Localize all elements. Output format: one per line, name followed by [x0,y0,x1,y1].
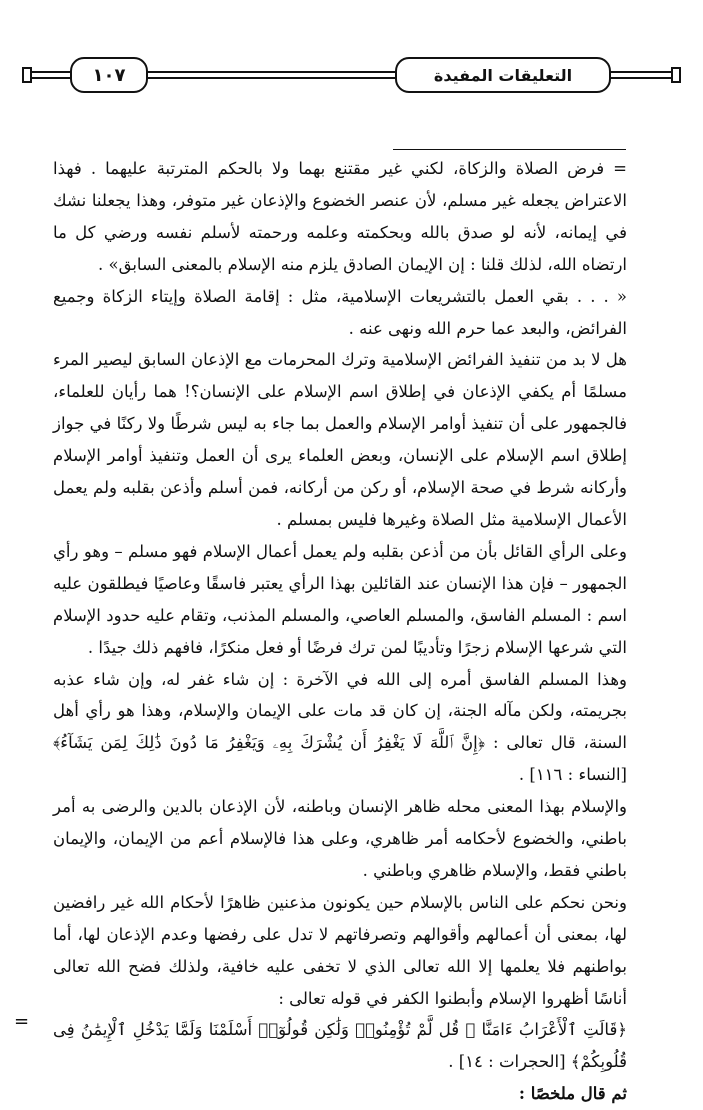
paragraph-7: ونحن نحكم على الناس بالإسلام حين يكونون مذعنين ظاهرًا لأحكام الله غير رافضين لها، بمعنى أن أعمالهم وأقوالهم وتصرفاتهم لا تدل على رفضها وعدم الإذعان لها، أما بواطنهم فلا يعلمها إلا الله تعالى الذي لا تخفى عليه خافية، ولذلك فضح الله تعالى أناسًا أظهروا الإسلام وأبطنوا الكفر في قوله تعالى : [53,892,627,1008]
closing-heading: ثم قال ملخصًا : [518,1084,627,1104]
margin-mark: = [14,1011,30,1032]
header-end-cap-right [671,67,681,83]
book-title: التعليقات المفيدة [433,65,573,85]
paragraph-6: والإسلام بهذا المعنى محله ظاهر الإنسان وباطنه، لأن الإذعان بالدين والرضى به أمر باطني، والخضوع لأحكامه أمر ظاهري، وعلى هذا فالإسلام أعم من الإيمان، والإيمان باطني فقط، والإسلام ظاهري وباطني . [53,797,627,880]
page-body [53,153,627,1104]
paragraph-1: = فرض الصلاة والزكاة، لكني غير مقتنع بهما ولا بالحكم المترتبة عليهما . فهذا الاعتراض يجعله غير مسلم، لأن عنصر الخضوع والإذعان غير متوفر، وهذا يجعلنا نشك في إيمانه، لأنه لو صدق بالله وبحكمته وعلمه ورحمته لأسلم نفسه ورضي كل ما ارتضاه الله، لذلك قلنا : إن الإيمان الصادق يلزم منه الإسلام بالمعنى السابق» . [53,159,627,274]
paragraph-2: « . . . بقي العمل بالتشريعات الإسلامية، مثل : إقامة الصلاة وإيتاء الزكاة وجميع الفرائض، والبعد عما حرم الله ونهى عنه . [53,286,627,338]
page-number: ١٠٧ [92,64,126,86]
header-end-cap-left [22,67,32,83]
footnote-continuation-rule [393,149,626,150]
paragraph-5: وهذا المسلم الفاسق أمره إلى الله في الآخرة : إن شاء غفر له، وإن شاء عذبه بجريمته، ولكن مآله الجنة، إن كان قد مات على الإيمان والإسلام، وهذا هو رأي أهل السنة، قال تعالى : ﴿إِنَّ ٱللَّهَ لَا يَغْفِرُ أَن يُشْرَكَ بِهِۦ وَيَغْفِرُ مَا دُونَ ذَٰلِكَ لِمَن يَشَآءُ﴾ [النساء : ١١٦] . [53,669,627,785]
page-number-box [70,57,148,93]
paragraph-3: هل لا بد من تنفيذ الفرائض الإسلامية وترك المحرمات مع الإذعان السابق ليصير المرء مسلمًا أم يكفي الإذعان في إطلاق اسم الإسلام على الإنسان؟! هما رأيان للعلماء، فالجمهور على أن تنفيذ أوامر الإسلام والعمل بما جاء به ليس شرطًا ولا ركنًا في جواز إطلاق اسم الإسلام على الإنسان، وبعض العلماء يرى أن العمل وتنفيذ أوامر الإسلام وأركانه شرط في صحة الإسلام، أو ركن من أركانه، فمن أسلم وأذعن بقلبه ولم يعمل الأعمال الإسلامية مثل الصلاة وغيرها فليس بمسلم . [53,350,627,529]
running-header [0,55,703,95]
paragraph-4: وعلى الرأي القائل بأن من أذعن بقلبه ولم يعمل أعمال الإسلام فهو مسلم – وهو رأي الجمهور – فإن هذا الإنسان عند القائلين بهذا الرأي يعتبر فاسقًا وعاصيًا فيطلقون عليه اسم : المسلم الفاسق، والمسلم العاصي، والمسلم المذنب، وتقام عليه حدود الإسلام التي شرعها الإسلام زجرًا وتأديبًا لمن ترك فرضًا أو فعل منكرًا، فافهم ذلك جيدًا . [53,541,627,657]
book-title-box [395,57,611,93]
quran-verse-hujurat: ﴿قَالَتِ ٱلْأَعْرَابُ ءَامَنَّا ۖ قُل لَّمْ تُؤْمِنُوا۟ وَلَٰكِن قُولُوٓا۟ أَسْلَمْنَا وَلَمَّا يَدْخُلِ ٱلْإِيمَٰنُ فِى قُلُوبِكُمْ﴾ [الحجرات : ١٤] . [53,1020,627,1072]
